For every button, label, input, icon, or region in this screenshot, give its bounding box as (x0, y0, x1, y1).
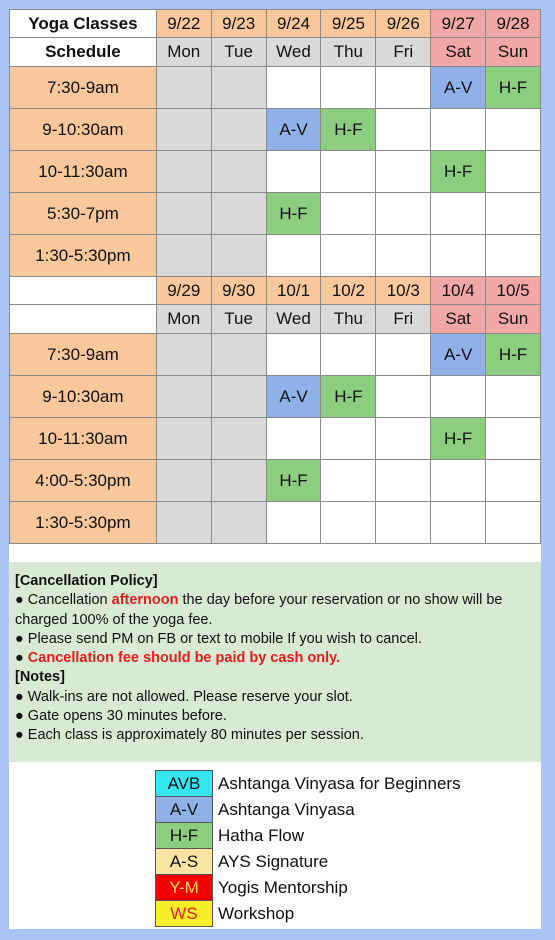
empty-cell (486, 376, 541, 418)
class-cell: H-F (486, 67, 541, 109)
empty-cell (156, 502, 211, 544)
class-cell: H-F (266, 460, 321, 502)
empty-cell (211, 334, 266, 376)
time-slot: 5:30-7pm (10, 193, 157, 235)
time-slot: 7:30-9am (10, 67, 157, 109)
note-3: ● Each class is approximately 80 minutes per session. (15, 727, 364, 744)
legend-item (156, 771, 462, 797)
policy-section (9, 562, 541, 762)
empty-cell (486, 193, 541, 235)
time-row (10, 67, 541, 109)
time-row (10, 502, 541, 544)
empty-cell (431, 376, 486, 418)
date-cell: 9/26 (376, 10, 431, 38)
date-cell: 10/1 (266, 277, 321, 305)
empty-cell (211, 418, 266, 460)
empty-cell (156, 193, 211, 235)
legend-label: AYS Signature (218, 851, 329, 871)
empty-cell (321, 193, 376, 235)
empty-cell (376, 235, 431, 277)
empty-cell (486, 460, 541, 502)
day-cell: Sat (431, 38, 486, 67)
legend-label: Hatha Flow (218, 825, 304, 845)
empty-cell (376, 418, 431, 460)
legend-code: AVB (156, 771, 213, 797)
legend-label: Yogis Mentorship (218, 877, 348, 897)
class-cell: H-F (431, 418, 486, 460)
empty-cell (156, 376, 211, 418)
date-row (10, 10, 541, 38)
empty-cell (156, 460, 211, 502)
legend-code: WS (156, 901, 213, 927)
day-cell: Tue (211, 38, 266, 67)
date-cell: 9/27 (431, 10, 486, 38)
notes-heading: [Notes] (15, 669, 65, 686)
legend-code: Y-M (156, 875, 213, 901)
time-row (10, 334, 541, 376)
class-cell: A-V (431, 334, 486, 376)
cash-only-emphasis: Cancellation fee should be paid by cash only. (27, 650, 341, 667)
legend-item (156, 797, 462, 823)
class-cell: A-V (266, 109, 321, 151)
time-slot: 9-10:30am (10, 109, 157, 151)
empty-cell (156, 235, 211, 277)
day-cell: Wed (266, 305, 321, 334)
empty-cell (156, 151, 211, 193)
day-cell: Tue (211, 305, 266, 334)
empty-cell (321, 418, 376, 460)
time-row (10, 376, 541, 418)
empty-cell (266, 151, 321, 193)
day-cell: Mon (156, 38, 211, 67)
empty-cell (266, 67, 321, 109)
date-cell: 9/30 (211, 277, 266, 305)
class-cell: H-F (321, 376, 376, 418)
class-cell: A-V (266, 376, 321, 418)
empty-cell (266, 235, 321, 277)
time-slot: 1:30-5:30pm (10, 235, 157, 277)
class-cell: H-F (321, 109, 376, 151)
date-cell: 10/4 (431, 277, 486, 305)
day-cell: Thu (321, 305, 376, 334)
day-cell: Sun (486, 305, 541, 334)
empty-cell (486, 151, 541, 193)
day-row (10, 305, 541, 334)
schedule-frame (9, 9, 541, 929)
cancellation-bullet-1: ● Cancellation afternoon the day before your reservation or no show will be charged 100% of the yoga fee. (15, 592, 503, 628)
time-row (10, 109, 541, 151)
class-cell: A-V (431, 67, 486, 109)
empty-cell (376, 151, 431, 193)
empty-cell (156, 334, 211, 376)
date-cell: 9/28 (486, 10, 541, 38)
note-1: ● Walk-ins are not allowed. Please reserve your slot. (15, 688, 353, 705)
empty-cell (266, 334, 321, 376)
legend-item (156, 823, 462, 849)
time-row (10, 193, 541, 235)
time-row (10, 418, 541, 460)
empty-cell (321, 334, 376, 376)
cancellation-bullet-2: ● Please send PM on FB or text to mobile If you wish to cancel. (15, 630, 422, 647)
date-row (10, 277, 541, 305)
empty-cell (376, 334, 431, 376)
empty-cell (321, 460, 376, 502)
empty-cell (321, 235, 376, 277)
empty-cell (486, 502, 541, 544)
empty-cell (376, 502, 431, 544)
time-row (10, 460, 541, 502)
empty-cell (211, 109, 266, 151)
empty-cell (376, 109, 431, 151)
day-row (10, 38, 541, 67)
class-cell: H-F (431, 151, 486, 193)
date-cell: 9/29 (156, 277, 211, 305)
date-cell: 10/3 (376, 277, 431, 305)
day-cell: Fri (376, 305, 431, 334)
day-cell: Sun (486, 38, 541, 67)
empty-cell (211, 502, 266, 544)
time-slot: 9-10:30am (10, 376, 157, 418)
date-cell: 9/25 (321, 10, 376, 38)
time-slot: 7:30-9am (10, 334, 157, 376)
date-cell: 10/5 (486, 277, 541, 305)
legend-item (156, 875, 462, 901)
time-slot: 10-11:30am (10, 151, 157, 193)
empty-cell (431, 193, 486, 235)
legend-code: A-V (156, 797, 213, 823)
legend-label: Workshop (218, 903, 295, 923)
class-cell: H-F (486, 334, 541, 376)
empty-cell (376, 67, 431, 109)
empty-cell (156, 418, 211, 460)
empty-cell (486, 418, 541, 460)
empty-cell (431, 235, 486, 277)
empty-cell (486, 109, 541, 151)
day-cell: Sat (431, 305, 486, 334)
schedule-table (9, 9, 541, 544)
legend-item (156, 901, 462, 927)
date-cell: 10/2 (321, 277, 376, 305)
legend-code: H-F (156, 823, 213, 849)
schedule-subtitle: Schedule (10, 38, 157, 67)
cancellation-bullet-3: ● Cancellation fee should be paid by cash only. (15, 650, 341, 667)
empty-cell (211, 67, 266, 109)
time-slot: 1:30-5:30pm (10, 502, 157, 544)
cancellation-heading: [Cancellation Policy] (15, 573, 158, 589)
time-slot: 4:00-5:30pm (10, 460, 157, 502)
empty-cell (156, 109, 211, 151)
date-cell: 9/24 (266, 10, 321, 38)
empty-cell (431, 460, 486, 502)
empty-cell (486, 235, 541, 277)
legend-item (156, 849, 462, 875)
day-cell: Wed (266, 38, 321, 67)
note-2: ● Gate opens 30 minutes before. (15, 708, 227, 725)
empty-cell (321, 67, 376, 109)
header-spacer (10, 277, 157, 305)
time-row (10, 235, 541, 277)
legend-code: A-S (156, 849, 213, 875)
empty-cell (266, 418, 321, 460)
time-row (10, 151, 541, 193)
empty-cell (211, 376, 266, 418)
empty-cell (321, 502, 376, 544)
empty-cell (431, 502, 486, 544)
schedule-title: Yoga Classes (10, 10, 157, 38)
date-cell: 9/22 (156, 10, 211, 38)
day-cell: Mon (156, 305, 211, 334)
empty-cell (376, 460, 431, 502)
empty-cell (321, 151, 376, 193)
empty-cell (156, 67, 211, 109)
legend-label: Ashtanga Vinyasa (218, 799, 355, 819)
header-spacer (10, 305, 157, 334)
empty-cell (376, 193, 431, 235)
empty-cell (211, 151, 266, 193)
day-cell: Fri (376, 38, 431, 67)
day-cell: Thu (321, 38, 376, 67)
time-slot: 10-11:30am (10, 418, 157, 460)
legend-label: Ashtanga Vinyasa for Beginners (218, 773, 461, 793)
date-cell: 9/23 (211, 10, 266, 38)
empty-cell (211, 193, 266, 235)
empty-cell (211, 460, 266, 502)
empty-cell (211, 235, 266, 277)
class-cell: H-F (266, 193, 321, 235)
afternoon-emphasis: afternoon (111, 592, 179, 609)
empty-cell (431, 109, 486, 151)
empty-cell (266, 502, 321, 544)
class-legend (155, 770, 462, 927)
empty-cell (376, 376, 431, 418)
